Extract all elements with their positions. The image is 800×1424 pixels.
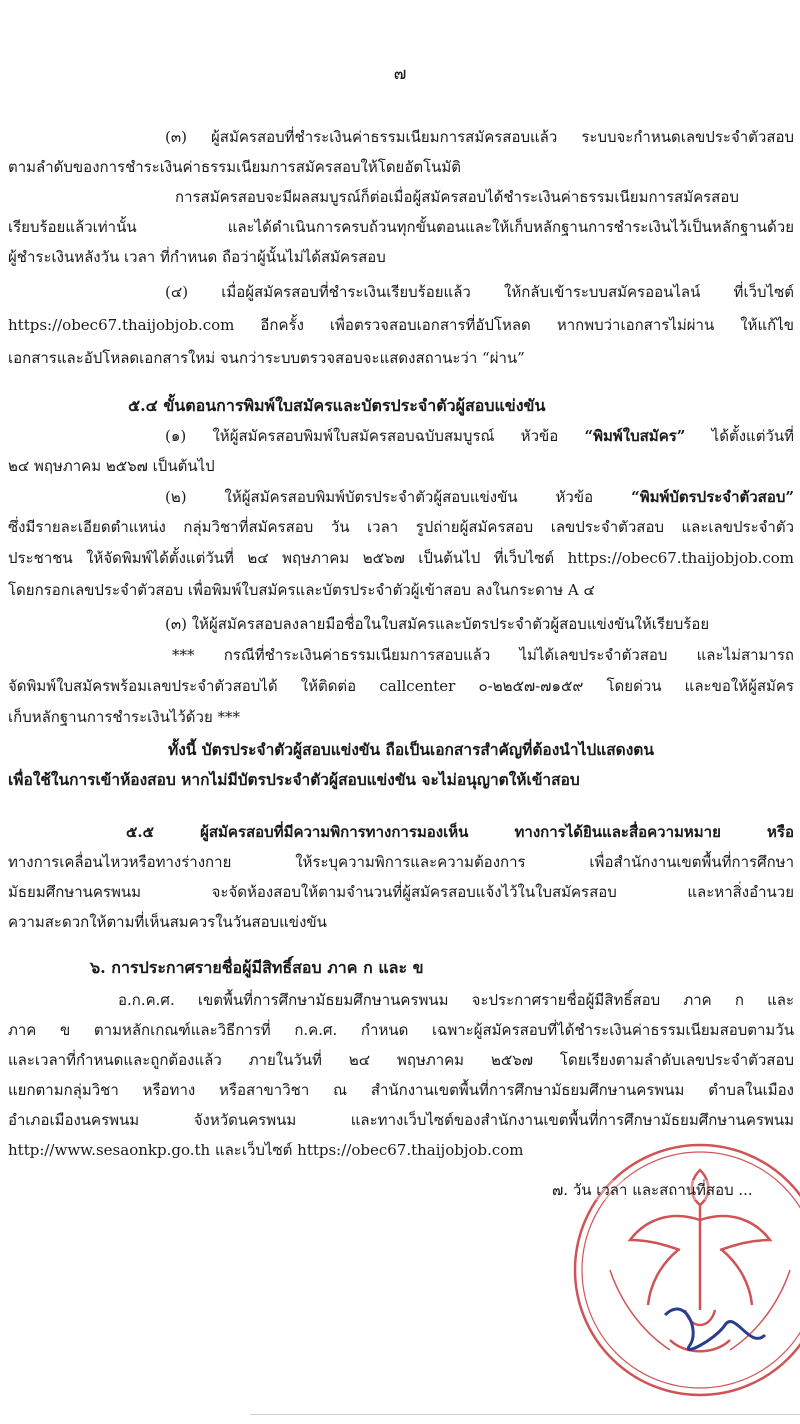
- paragraph-line: อ.ก.ค.ศ. เขตพื้นที่การศึกษามัธยมศึกษานครพนม จะประกาศรายชื่อผู้มีสิทธิ์สอบ ภาค ก และ: [118, 991, 795, 1009]
- paragraph-line: จัดพิมพ์ใบสมัครพร้อมเลขประจำตัวสอบได้ ให้ติดต่อ callcenter ๐-๒๒๕๗-๗๑๕๙ โดยด่วน และขอให้ผู้สมัคร: [8, 677, 794, 695]
- paragraph-line: ตามลำดับของการชำระเงินค่าธรรมเนียมการสมัครสอบให้โดยอัตโนมัติ: [8, 158, 462, 176]
- paragraph-line: เอกสารและอัปโหลดเอกสารใหม่ จนกว่าระบบตรวจสอบจะแสดงสถานะว่า “ผ่าน”: [8, 349, 525, 367]
- paragraph-line: ๒๔ พฤษภาคม ๒๕๖๗ เป็นต้นไป: [8, 457, 215, 475]
- paragraph-line: (๓) ผู้สมัครสอบที่ชำระเงินค่าธรรมเนียมการสมัครสอบแล้ว ระบบจะกำหนดเลขประจำตัวสอบ: [165, 128, 794, 146]
- paragraph-line: มัธยมศึกษานครพนม จะจัดห้องสอบให้ตามจำนวนที่ผู้สมัครสอบแจ้งไว้ในใบสมัครสอบ และหาสิ่งอำนวย: [8, 883, 794, 901]
- paragraph-line: (๑) ให้ผู้สมัครสอบพิมพ์ใบสมัครสอบฉบับสมบูรณ์ หัวข้อ “พิมพ์ใบสมัคร” ได้ตั้งแต่วันที่: [165, 427, 794, 445]
- page-number: ๗: [393, 64, 407, 84]
- paragraph-line: เก็บหลักฐานการชำระเงินไว้ด้วย ***: [8, 708, 241, 726]
- paragraph-line: ภาค ข ตามหลักเกณฑ์และวิธีการที่ ก.ค.ศ. กำหนด เฉพาะผู้สมัครสอบที่ได้ชำระเงินค่าธรรมเนียมสอบตามวัน: [8, 1021, 794, 1039]
- paragraph-line: (๔) เมื่อผู้สมัครสอบที่ชำระเงินเรียบร้อยแล้ว ให้กลับเข้าระบบสมัครออนไลน์ ที่เว็บไซต์: [165, 283, 794, 301]
- section-heading: ๖. การประกาศรายชื่อผู้มีสิทธิ์สอบ ภาค ก และ ข: [90, 958, 424, 977]
- paragraph-line: ประชาชน ให้จัดพิมพ์ได้ตั้งแต่วันที่ ๒๔ พฤษภาคม ๒๕๖๗ เป็นต้นไป ที่เว็บไซต์ https://obec67.thaijobjob.com: [8, 549, 794, 567]
- section-heading: ๕.๔ ขั้นตอนการพิมพ์ใบสมัครและบัตรประจำตัวผู้สอบแข่งขัน: [128, 396, 546, 415]
- paragraph-line: โดยกรอกเลขประจำตัวสอบ เพื่อพิมพ์ใบสมัครและบัตรประจำตัวผู้เข้าสอบ ลงในกระดาษ A ๔: [8, 581, 595, 599]
- paragraph-line: ความสะดวกให้ตามที่เห็นสมควรในวันสอบแข่งขัน: [8, 913, 327, 931]
- paragraph-line: ซึ่งมีรายละเอียดตำแหน่ง กลุ่มวิชาที่สมัครสอบ วัน เวลา รูปถ่ายผู้สมัครสอบ เลขประจำตัวสอบ และเลขประจำตัว: [8, 518, 794, 536]
- notice-line: เพื่อใช้ในการเข้าห้องสอบ หากไม่มีบัตรประจำตัวผู้สอบแข่งขัน จะไม่อนุญาตให้เข้าสอบ: [8, 770, 580, 789]
- paragraph-line: และเวลาที่กำหนดและถูกต้องแล้ว ภายในวันที่ ๒๔ พฤษภาคม ๒๕๖๗ โดยเรียงตามลำดับเลขประจำตัวสอบ: [8, 1051, 794, 1069]
- footer-divider: [250, 1414, 800, 1415]
- section-heading: ๕.๕ ผู้สมัครสอบที่มีความพิการทางการมองเห็น ทางการได้ยินและสื่อความหมาย หรือ: [126, 823, 794, 841]
- paragraph-line: (๓) ให้ผู้สมัครสอบลงลายมือชื่อในใบสมัครและบัตรประจำตัวผู้สอบแข่งขันให้เรียบร้อย: [165, 615, 710, 633]
- continuation-line: ๗. วัน เวลา และสถานที่สอบ ...: [552, 1181, 753, 1199]
- paragraph-line: *** กรณีที่ชำระเงินค่าธรรมเนียมการสอบแล้ว ไม่ได้เลขประจำตัวสอบ และไม่สามารถ: [172, 646, 794, 664]
- notice-line: ทั้งนี้ บัตรประจำตัวผู้สอบแข่งขัน ถือเป็นเอกสารสำคัญที่ต้องนำไปแสดงตน: [168, 740, 654, 759]
- official-seal-stamp: [550, 1100, 800, 1400]
- paragraph-line: อำเภอเมืองนครพนม จังหวัดนครพนม และทางเว็บไซต์ของสำนักงานเขตพื้นที่การศึกษามัธยมศึกษานครพนม: [8, 1111, 794, 1129]
- paragraph-line: การสมัครสอบจะมีผลสมบูรณ์ก็ต่อเมื่อผู้สมัครสอบได้ชำระเงินค่าธรรมเนียมการสมัครสอบ: [175, 188, 739, 206]
- paragraph-line: ผู้ชำระเงินหลังวัน เวลา ที่กำหนด ถือว่าผู้นั้นไม่ได้สมัครสอบ: [8, 248, 386, 266]
- paragraph-line: เรียบร้อยแล้วเท่านั้น และได้ดำเนินการครบถ้วนทุกขั้นตอนและให้เก็บหลักฐานการชำระเงินไว้เป็นหลักฐานด้วย: [8, 218, 794, 236]
- paragraph-line: http://www.sesaonkp.go.th และเว็บไซต์ https://obec67.thaijobjob.com: [8, 1141, 524, 1159]
- paragraph-line: (๒) ให้ผู้สมัครสอบพิมพ์บัตรประจำตัวผู้สอบแข่งขัน หัวข้อ “พิมพ์บัตรประจำตัวสอบ”: [165, 488, 794, 506]
- paragraph-line: ทางการเคลื่อนไหวหรือทางร่างกาย ให้ระบุความพิการและความต้องการ เพื่อสำนักงานเขตพื้นที่การศึกษา: [8, 853, 794, 871]
- paragraph-line: https://obec67.thaijobjob.com อีกครั้ง เพื่อตรวจสอบเอกสารที่อัปโหลด หากพบว่าเอกสารไม่ผ่าน ให้แก้ไข: [8, 316, 794, 334]
- paragraph-line: แยกตามกลุ่มวิชา หรือทาง หรือสาขาวิชา ณ สำนักงานเขตพื้นที่การศึกษามัธยมศึกษานครพนม ตำบลในเมือง: [8, 1081, 794, 1099]
